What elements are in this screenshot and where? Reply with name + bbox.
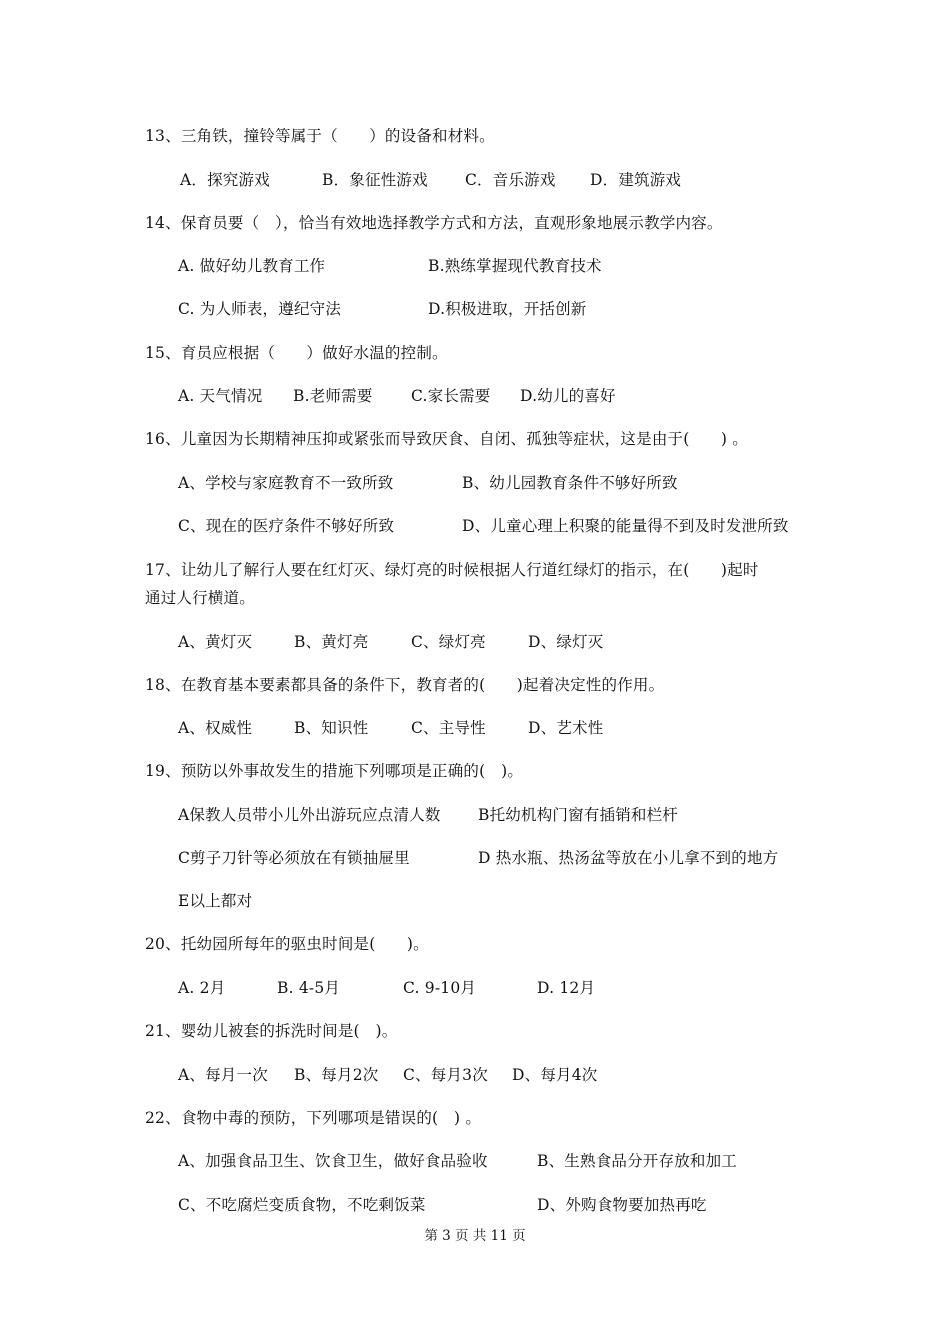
option-c: C.家长需要 xyxy=(411,387,491,405)
option-a: A、每月一次 xyxy=(178,1066,268,1084)
option-a: A. 2月 xyxy=(178,979,226,997)
option-c: C、主导性 xyxy=(411,719,486,737)
question-19: 19、预防以外事故发生的措施下列哪项是正确的( )。 xyxy=(145,762,524,780)
option-b: B托幼机构门窗有插销和栏杆 xyxy=(478,806,678,824)
option-c: C剪子刀针等必须放在有锁抽屉里 xyxy=(178,849,410,867)
option-a: A. 做好幼儿教育工作 xyxy=(178,257,326,275)
option-d: D 热水瓶、热汤盆等放在小儿拿不到的地方 xyxy=(478,849,779,867)
option-a: A. 天气情况 xyxy=(178,387,263,405)
option-c: C、不吃腐烂变质食物，不吃剩饭菜 xyxy=(178,1196,426,1214)
option-d: D．建筑游戏 xyxy=(590,171,682,189)
question-22: 22、食物中毒的预防，下列哪项是错误的( ) 。 xyxy=(145,1109,482,1127)
option-b: B．象征性游戏 xyxy=(322,171,428,189)
option-b: B、生熟食品分开存放和加工 xyxy=(537,1152,737,1170)
option-a: A、加强食品卫生、饮食卫生，做好食品验收 xyxy=(178,1152,488,1170)
question-17-line-2: 通过人行横道。 xyxy=(145,589,255,607)
option-b: B、黄灯亮 xyxy=(294,633,369,651)
question-14: 14、保育员要（ ），恰当有效地选择教学方式和方法，直观形象地展示教学内容。 xyxy=(145,214,723,232)
option-a: A、黄灯灭 xyxy=(178,633,253,651)
option-b: B、知识性 xyxy=(294,719,369,737)
option-a: A．探究游戏 xyxy=(180,171,270,189)
option-a: A、权威性 xyxy=(178,719,253,737)
option-d: D、儿童心理上积聚的能量得不到及时发泄所致 xyxy=(462,517,789,535)
option-e: E以上都对 xyxy=(178,892,253,910)
option-c: C. 9-10月 xyxy=(403,979,477,997)
page-number-footer: 第 3 页 共 11 页 xyxy=(424,1228,526,1244)
option-b: B、幼儿园教育条件不够好所致 xyxy=(462,474,678,492)
option-b: B. 4-5月 xyxy=(277,979,341,997)
option-d: D.积极进取，开括创新 xyxy=(428,300,587,318)
option-d: D、每月4次 xyxy=(512,1066,598,1084)
option-c: C. 为人师表，遵纪守法 xyxy=(178,300,342,318)
question-18: 18、在教育基本要素都具备的条件下，教育者的( )起着决定性的作用。 xyxy=(145,676,665,694)
question-20: 20、托幼园所每年的驱虫时间是( )。 xyxy=(145,935,429,953)
question-13: 13、三角铁，撞铃等属于（ ）的设备和材料。 xyxy=(145,127,495,145)
option-c: C、现在的医疗条件不够好所致 xyxy=(178,517,395,535)
option-a: A、学校与家庭教育不一致所致 xyxy=(178,474,394,492)
option-b: B.熟练掌握现代教育技术 xyxy=(428,257,602,275)
option-c: C、每月3次 xyxy=(403,1066,488,1084)
question-16: 16、儿童因为长期精神压抑或紧张而导致厌食、自闭、孤独等症状，这是由于( ) 。 xyxy=(145,430,748,448)
question-21: 21、婴幼儿被套的拆洗时间是( )。 xyxy=(145,1022,398,1040)
question-15: 15、育员应根据（ ）做好水温的控制。 xyxy=(145,344,448,362)
option-c: C、绿灯亮 xyxy=(411,633,486,651)
option-d: D、外购食物要加热再吃 xyxy=(537,1196,707,1214)
option-d: D、艺术性 xyxy=(528,719,604,737)
question-17-line-1: 17、让幼儿了解行人要在红灯灭、绿灯亮的时候根据人行道红绿灯的指示，在( )起时 xyxy=(145,561,759,579)
option-b: B.老师需要 xyxy=(293,387,373,405)
option-a: A保教人员带小儿外出游玩应点清人数 xyxy=(178,806,441,824)
option-d: D、绿灯灭 xyxy=(528,633,604,651)
option-b: B、每月2次 xyxy=(294,1066,379,1084)
option-d: D. 12月 xyxy=(537,979,596,997)
option-c: C．音乐游戏 xyxy=(465,171,556,189)
option-d: D.幼儿的喜好 xyxy=(520,387,616,405)
